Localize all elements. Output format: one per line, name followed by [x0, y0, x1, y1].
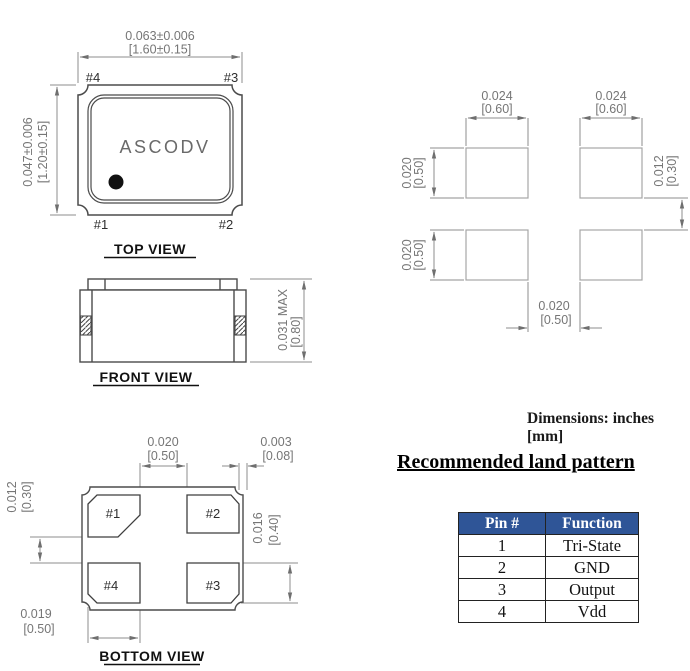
bottom-padwidth-inches: 0.019 [20, 607, 52, 621]
top-pin2-label: #2 [218, 217, 234, 232]
top-pin1-label: #1 [93, 217, 109, 232]
land-pad-bottom-right [580, 230, 642, 280]
table-row [459, 579, 639, 601]
table-row [459, 601, 639, 623]
table-row [459, 535, 639, 557]
pin-function: Tri-State [546, 535, 639, 557]
package-outline-front [80, 279, 246, 362]
bottom-edge-inches: 0.003 [260, 435, 292, 449]
front-height-mm: [0.80] [289, 316, 303, 348]
function-header: Function [546, 513, 639, 535]
pin-function-table [458, 512, 639, 623]
land-pad-bottom-left [466, 230, 528, 280]
table-header-row [459, 513, 639, 535]
land-width-right-mm: [0.60] [595, 102, 627, 116]
top-view-title: TOP VIEW [114, 241, 186, 257]
land-pad-top-right [580, 148, 642, 198]
side-castellation-pad-right [235, 316, 246, 335]
pin-function: GND [546, 557, 639, 579]
bottom-padheight-inches: 0.016 [251, 512, 265, 544]
top-pin3-label: #3 [223, 70, 239, 85]
land-gapy-inches: 0.012 [652, 155, 666, 187]
bottom-view-drawing [0, 420, 340, 671]
front-view-drawing [0, 260, 330, 395]
front-view-title: FRONT VIEW [99, 369, 193, 385]
bottom-edge-mm: [0.08] [262, 449, 294, 463]
land-height-top-inches: 0.020 [400, 157, 414, 189]
top-height-mm: [1.20±0.15] [36, 120, 50, 184]
bottom-pad1-label: #1 [105, 506, 121, 521]
land-height-bottom-mm: [0.50] [412, 239, 426, 271]
top-width-mm: [1.60±0.15] [128, 42, 192, 57]
top-view-drawing [0, 0, 330, 262]
units-note: Dimensions: inches [mm] [527, 410, 655, 445]
bottom-padwidth-mm: [0.50] [23, 622, 55, 636]
land-width-right-inches: 0.024 [595, 89, 627, 103]
land-width-left-mm: [0.60] [481, 102, 513, 116]
front-height-inches: 0.031 MAX [276, 289, 290, 351]
land-width-left-inches: 0.024 [481, 89, 513, 103]
land-height-top-mm: [0.50] [412, 157, 426, 189]
bottom-pad4-label: #4 [103, 578, 119, 593]
land-pattern-heading: Recommended land pattern [397, 451, 635, 473]
pin-number: 1 [459, 535, 546, 557]
pin-number: 3 [459, 579, 546, 601]
pin-function: Vdd [546, 601, 639, 623]
pin1-indicator-dot [109, 175, 124, 190]
pin-function: Output [546, 579, 639, 601]
pin-header: Pin # [459, 513, 546, 535]
land-gapy-mm: [0.30] [665, 155, 679, 187]
bottom-pad3-label: #3 [205, 578, 221, 593]
pin-number: 4 [459, 601, 546, 623]
side-castellation-pad-left [81, 316, 92, 335]
top-pin4-label: #4 [85, 70, 101, 85]
part-marking: ASCODV [119, 137, 211, 157]
pin-number: 2 [459, 557, 546, 579]
bottom-gapy-inches: 0.012 [5, 481, 19, 513]
land-pads [466, 148, 642, 280]
top-width-inches: 0.063±0.006 [125, 29, 195, 43]
land-gapx-mm: [0.50] [540, 313, 572, 327]
bottom-gapx-mm: [0.50] [147, 449, 179, 463]
bottom-pad2-label: #2 [205, 506, 221, 521]
bottom-view-title: BOTTOM VIEW [99, 648, 205, 664]
land-pad-top-left [466, 148, 528, 198]
bottom-padheight-mm: [0.40] [267, 514, 281, 546]
bottom-gapy-mm: [0.30] [20, 481, 34, 513]
table-row [459, 557, 639, 579]
land-gapx-inches: 0.020 [538, 299, 570, 313]
land-pattern-drawing [390, 60, 690, 350]
land-height-bottom-inches: 0.020 [400, 239, 414, 271]
bottom-gapx-inches: 0.020 [147, 435, 179, 449]
top-height-inches: 0.047±0.006 [21, 117, 35, 187]
